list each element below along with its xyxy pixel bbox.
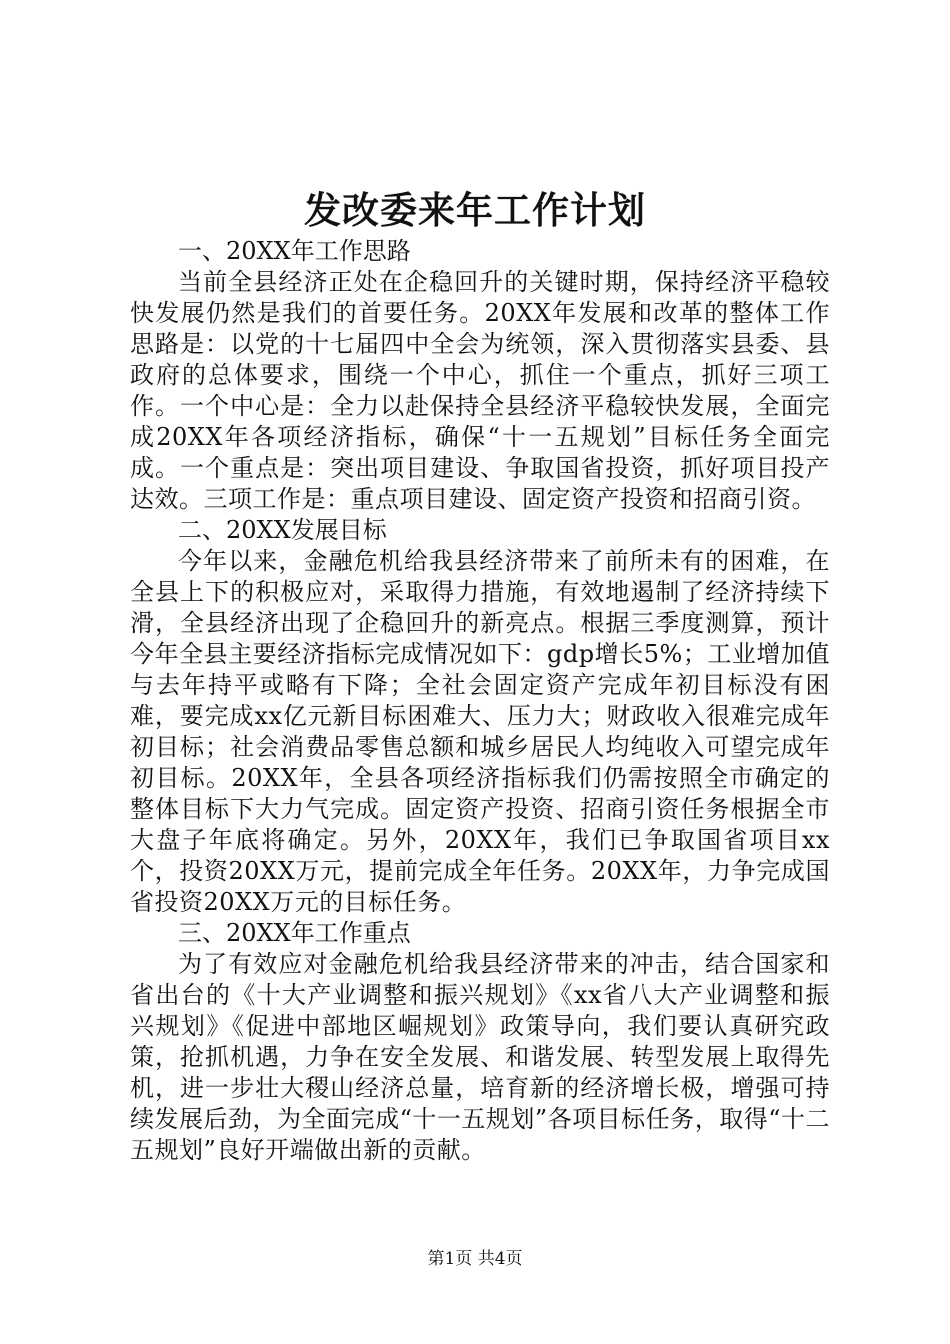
- section-heading-3: 三、20XX年工作重点: [178, 919, 411, 947]
- section-paragraph-2: 今年以来，金融危机给我县经济带来了前所未有的困难，在全县上下的积极应对，采取得力措施，有效地遏制了经济持续下滑，全县经济出现了企稳回升的新亮点。根据三季度测算，预计今年全县主要经济指标完成情况如下：gdp增长5%；工业增加值与去年持平或略有下降；全社会固定资产完成年初目标没有困难，要完成xx亿元新目标困难大、压力大；财政收入很难完成年初目标；社会消费品零售总额和城乡居民人均纯收入可望完成年初目标。20XX年，全县各项经济指标我们仍需按照全市确定的整体目标下大力气完成。固定资产投资、招商引资任务根据全市大盘子年底将确定。另外，20XX年，我们已争取国省项目xx个，投资20XX万元，提前完成全年任务。20XX年，力争完成国省投资20XX万元的目标任务。: [130, 547, 830, 916]
- page-indicator: 第1页 共4页: [427, 1249, 523, 1269]
- section-paragraph-1: 当前全县经济正处在企稳回升的关键时期，保持经济平稳较快发展仍然是我们的首要任务。20XX年发展和改革的整体工作思路是：以党的十七届四中全会为统领，深入贯彻落实县委、县政府的总体要求，围绕一个中心，抓住一个重点，抓好三项工作。一个中心是：全力以赴保持全县经济平稳较快发展，全面完成20XX年各项经济指标，确保“十一五规划”目标任务全面完成。一个重点是：突出项目建设、争取国省投资，抓好项目投产达效。三项工作是：重点项目建设、固定资产投资和招商引资。: [130, 268, 830, 513]
- section-paragraph-3: 为了有效应对金融危机给我县经济带来的冲击，结合国家和省出台的《十大产业调整和振兴规划》《xx省八大产业调整和振兴规划》《促进中部地区崛规划》政策导向，我们要认真研究政策，抢抓机遇，力争在安全发展、和谐发展、转型发展上取得先机，进一步壮大稷山经济总量，培育新的经济增长极，增强可持续发展后劲，为全面完成“十一五规划”各项目标任务，取得“十二五规划”良好开端做出新的贡献。: [130, 950, 830, 1164]
- section-heading-2: 二、20XX发展目标: [178, 516, 387, 544]
- document-title: 发改委来年工作计划: [304, 188, 646, 232]
- document-body: [130, 236, 830, 1166]
- section-heading-1: 一、20XX年工作思路: [178, 237, 411, 265]
